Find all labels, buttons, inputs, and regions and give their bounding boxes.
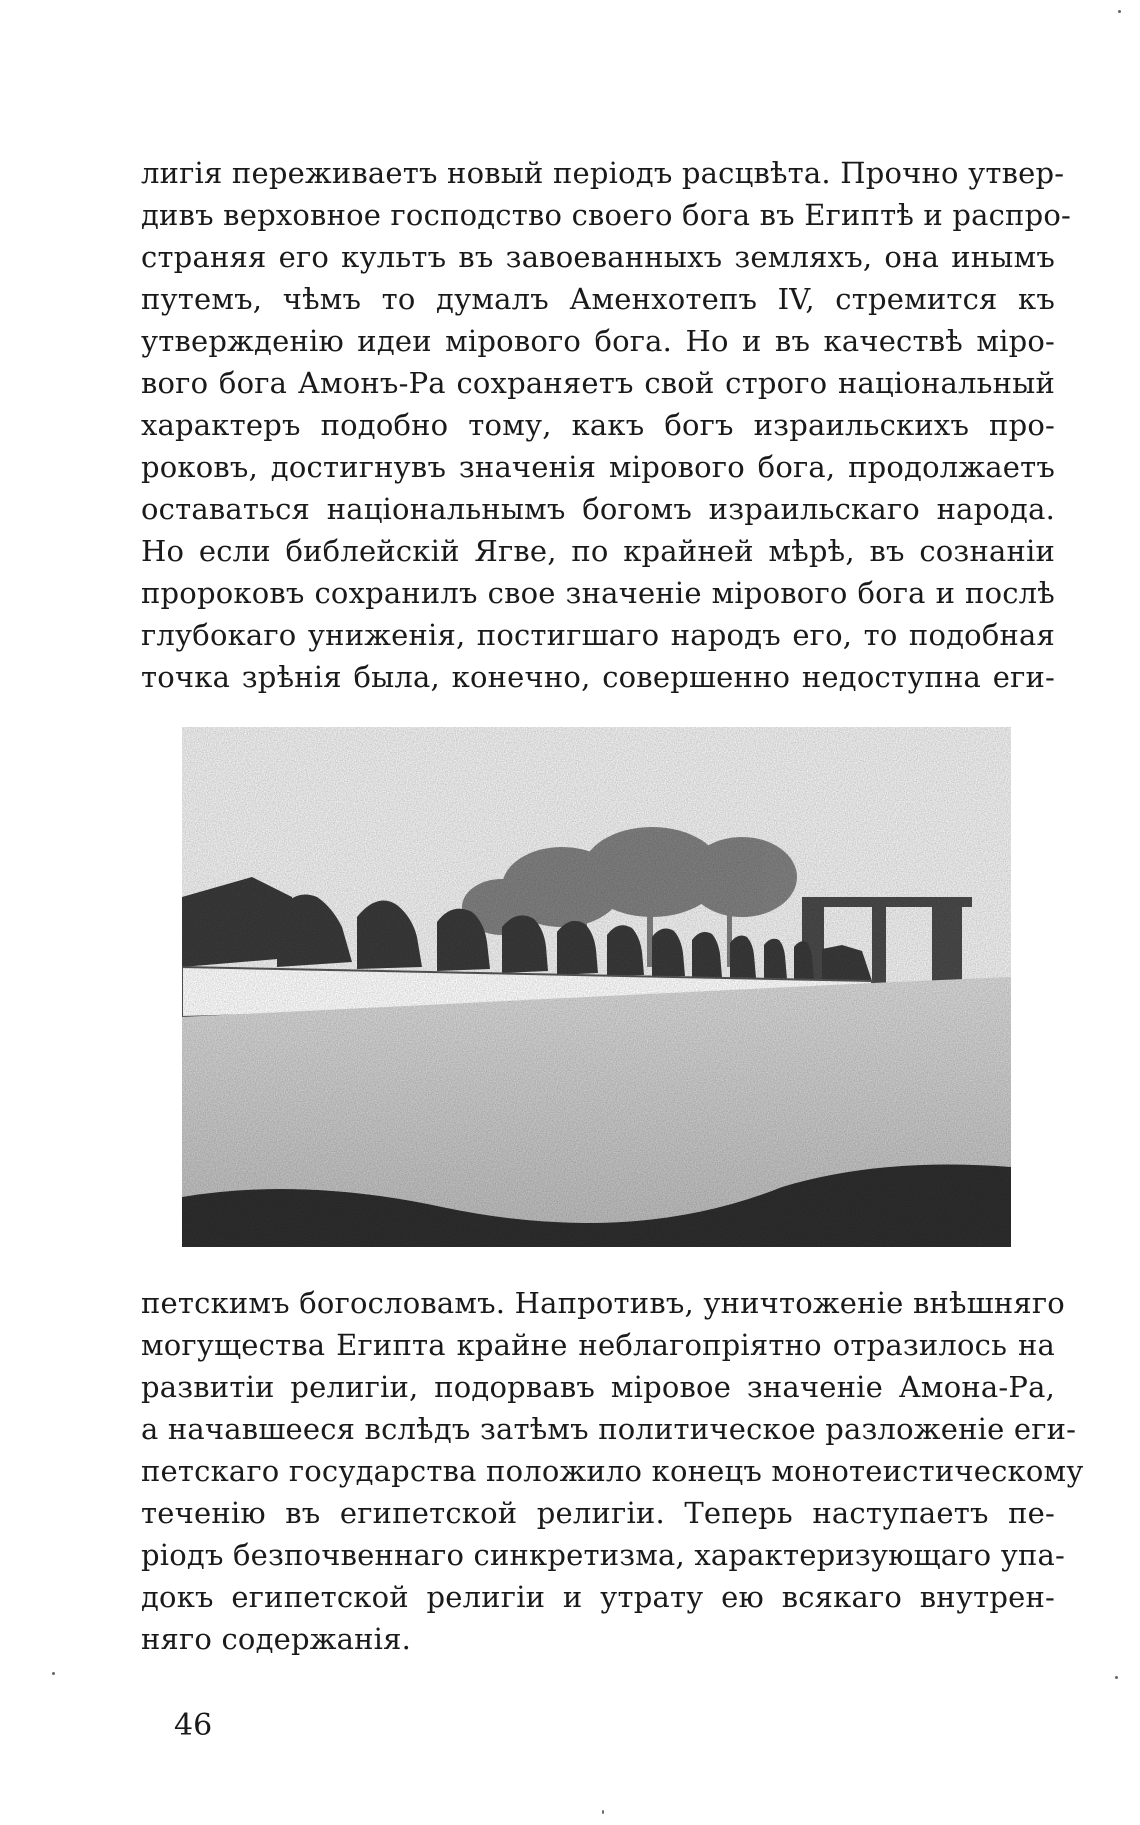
text-line: а начавшееся вслѣдъ затѣмъ политическое разложеніе еги- <box>141 1412 1077 1446</box>
scan-speck <box>52 1672 55 1675</box>
text-line: развитіи религіи, подорвавъ міровое значеніе Амона-Ра, <box>141 1370 1055 1404</box>
paragraph-top <box>141 152 1072 698</box>
text-line: дивъ верховное господство своего бога въ Египтѣ и распро- <box>141 198 1072 232</box>
text-line: роковъ, достигнувъ значенія мірового бога, продолжаетъ <box>141 450 1055 484</box>
text-line: страняя его культъ въ завоеванныхъ земляхъ, она инымъ <box>141 240 1055 274</box>
text-line: петскимъ богословамъ. Напротивъ, уничтоженіе внѣшняго <box>141 1286 1065 1320</box>
page-number: 46 <box>174 1708 213 1743</box>
text-line: Но если библейскій Ягве, по крайней мѣрѣ, въ сознаніи <box>141 534 1055 568</box>
text-line: теченію въ египетской религіи. Теперь наступаетъ пе- <box>141 1496 1055 1530</box>
text-line: точка зрѣнія была, конечно, совершенно недоступна еги- <box>141 660 1055 694</box>
text-line: оставаться національнымъ богомъ израильскаго народа. <box>141 492 1055 526</box>
text-line: няго содержанія. <box>141 1622 412 1656</box>
text-line: ріодъ безпочвеннаго синкретизма, характеризующаго упа- <box>141 1538 1066 1572</box>
scan-speck <box>1118 10 1121 13</box>
text-line: характеръ подобно тому, какъ богъ израильскихъ про- <box>141 408 1055 442</box>
text-line: могущества Египта крайне неблагопріятно отразилось на <box>141 1328 1055 1362</box>
paragraph-bottom <box>141 1282 1084 1660</box>
text-line: глубокаго униженія, постигшаго народъ его, то подобная <box>141 618 1055 652</box>
photo-sphinx-avenue <box>182 727 1011 1247</box>
scan-speck <box>602 1810 604 1814</box>
text-line: докъ египетской религіи и утрату ею всякаго внутрен- <box>141 1580 1055 1614</box>
scan-speck <box>1115 1676 1118 1679</box>
text-line: лигія переживаетъ новый періодъ расцвѣта. Прочно утвер- <box>141 156 1065 190</box>
text-line: пророковъ сохранилъ свое значеніе мірового бога и послѣ <box>141 576 1055 610</box>
text-line: путемъ, чѣмъ то думалъ Аменхотепъ IV, стремится къ <box>141 282 1055 316</box>
text-line: петскаго государства положило конецъ монотеистическому <box>141 1454 1084 1488</box>
text-line: вого бога Амонъ-Ра сохраняетъ свой строго національный <box>141 366 1055 400</box>
text-line: утвержденію идеи мірового бога. Но и въ качествѣ міро- <box>141 324 1055 358</box>
